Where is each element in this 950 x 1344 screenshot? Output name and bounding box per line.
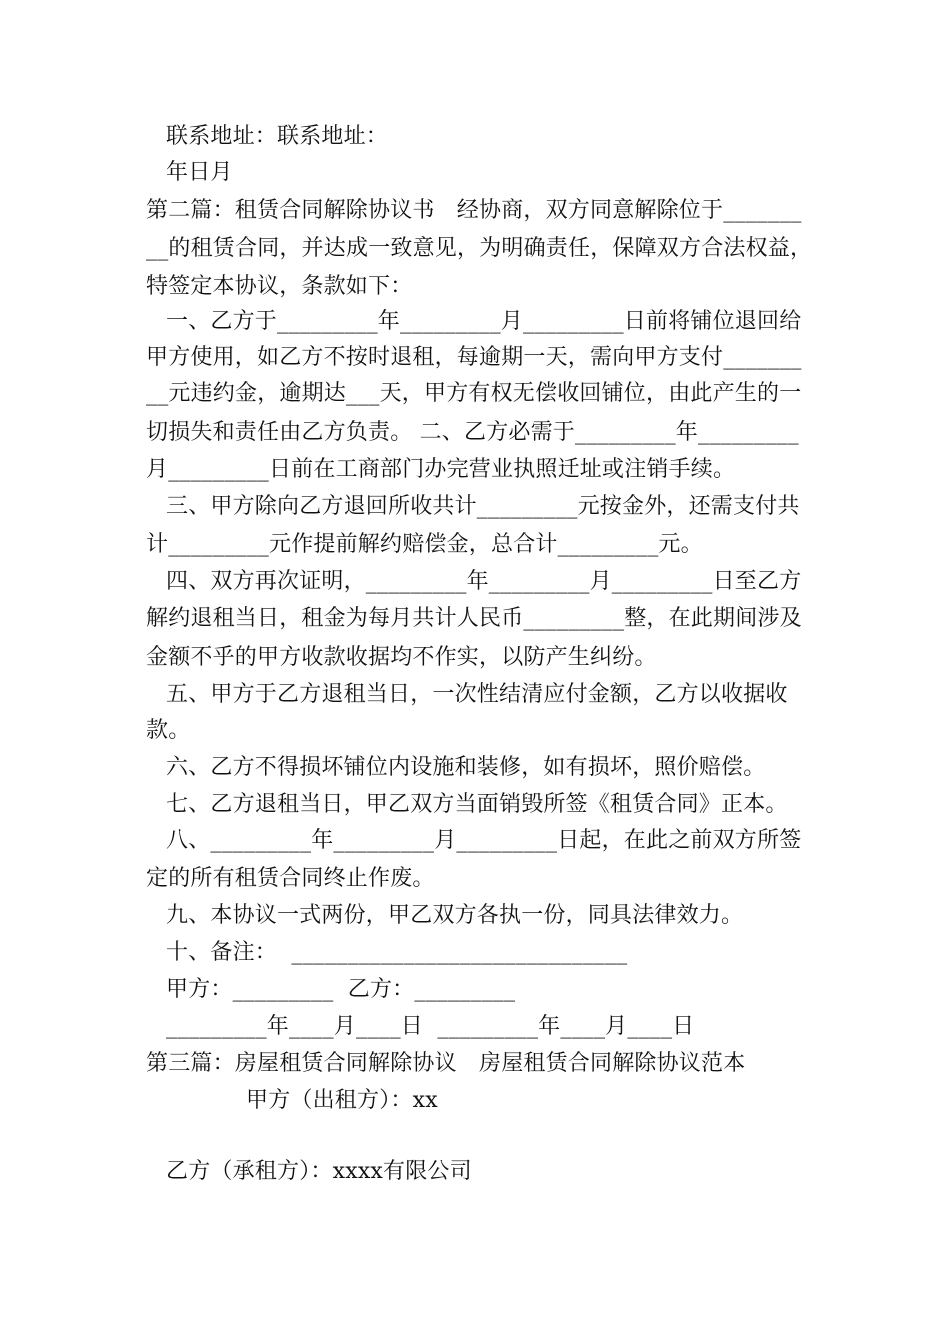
- paragraph-line: 甲方使用，如乙方不按时退租，每逾期一天，需向甲方支付_______: [146, 345, 802, 370]
- paragraph-line: 特签定本协议，条款如下：: [146, 274, 413, 299]
- clause-two: 切损失和责任由乙方负责。 二、乙方必需于_________年_________: [146, 420, 799, 445]
- chapter-three-heading: 第三篇：房屋租赁合同解除协议 房屋租赁合同解除协议范本: [146, 1051, 746, 1076]
- paragraph-line: __的租赁合同，并达成一致意见，为明确责任，保障双方合法权益，: [146, 236, 813, 261]
- paragraph-line: __元违约金，逾期达___天，甲方有权无偿收回铺位，由此产生的一: [146, 381, 802, 406]
- paragraph-line: 解约退租当日，租金为每月共计人民币_________整，在此期间涉及: [146, 606, 802, 631]
- date-line: 年日月: [166, 160, 233, 185]
- party-a-line: 甲方（出租方）：xx: [246, 1088, 438, 1113]
- paragraph-line: 金额不乎的甲方收款收据均不作实，以防产生纠纷。: [146, 645, 657, 670]
- contact-address-line: 联系地址：联系地址：: [166, 124, 389, 149]
- chapter-two-heading: 第二篇：租赁合同解除协议书 经协商，双方同意解除位于_______: [146, 198, 802, 223]
- clause-three: 三、甲方除向乙方退回所收共计_________元按金外，还需支付共: [166, 494, 800, 519]
- clause-six: 六、乙方不得损坏铺位内设施和装修，如有损坏，照价赔偿。: [166, 755, 766, 780]
- clause-ten-remarks: 十、备注： ______________________________: [166, 940, 628, 965]
- clause-nine: 九、本协议一式两份，甲乙双方各执一份，同具法律效力。: [166, 903, 744, 928]
- paragraph-line: 定的所有租赁合同终止作废。: [146, 866, 435, 891]
- signature-parties-line: 甲方：_________ 乙方：_________: [166, 977, 516, 1002]
- signature-date-line: _________年____月____日 _________年____月____日: [166, 1014, 695, 1039]
- clause-one: 一、乙方于_________年_________月_________日前将铺位退回给: [166, 309, 802, 334]
- paragraph-line: 款。: [146, 718, 191, 743]
- paragraph-line: 计_________元作提前解约赔偿金，总合计_________元。: [146, 532, 703, 557]
- clause-eight: 八、_________年_________月_________日起，在此之前双方所签: [166, 828, 802, 853]
- clause-five: 五、甲方于乙方退租当日，一次性结清应付金额，乙方以收据收: [166, 682, 788, 707]
- party-b-line: 乙方（承租方）：xxxx有限公司: [166, 1159, 472, 1184]
- clause-four: 四、双方再次证明，_________年_________月_________日至乙方: [166, 569, 802, 594]
- paragraph-line: 月_________日前在工商部门办完营业执照迁址或注销手续。: [146, 457, 736, 482]
- clause-seven: 七、乙方退租当日，甲乙双方当面销毁所签《租赁合同》正本。: [166, 792, 788, 817]
